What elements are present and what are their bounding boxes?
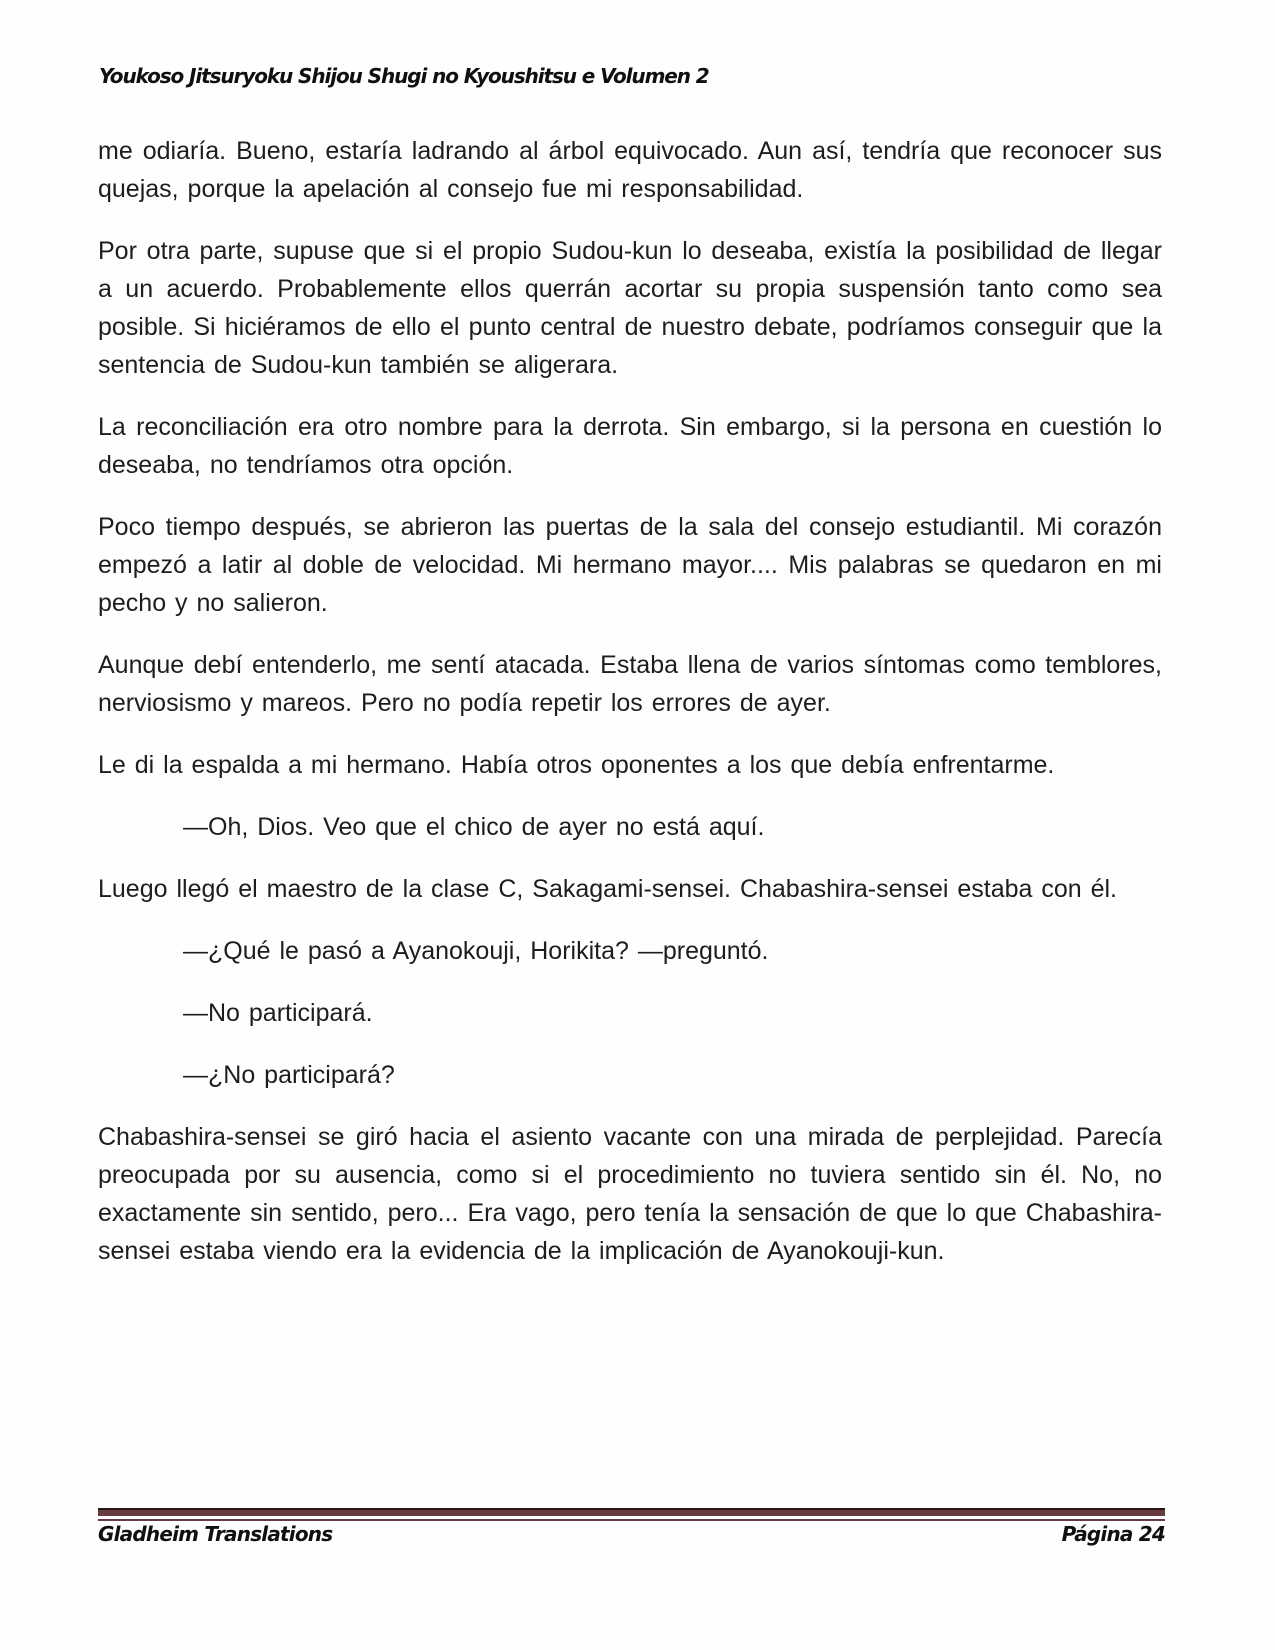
dialogue-paragraph: —¿Qué le pasó a Ayanokouji, Horikita? —preguntó. <box>183 937 769 965</box>
body-paragraph: Por otra parte, supuse que si el propio Sudou-kun lo deseaba, existía la posibilidad de llegar a un acuerdo. Probablemente ellos querrán acortar su propia suspensión tanto como sea posible. Si hiciéramos de ello el punto central de nuestro debate, podríamos conseguir que la sentencia de Sudou-kun también se aligerara. <box>98 237 1162 379</box>
footer-divider-thin-line <box>98 1519 1165 1521</box>
dialogue-paragraph: —No participará. <box>183 999 373 1027</box>
body-paragraph: Le di la espalda a mi hermano. Había otros oponentes a los que debía enfrentarme. <box>98 751 1055 779</box>
translator-credit: Gladheim Translations <box>98 1522 333 1546</box>
page-footer <box>98 1522 1165 1546</box>
footer-divider-thick-line <box>98 1508 1165 1516</box>
page-body <box>98 132 1162 1294</box>
body-paragraph: La reconciliación era otro nombre para la derrota. Sin embargo, si la persona en cuestión lo deseaba, no tendríamos otra opción. <box>98 413 1162 479</box>
body-paragraph: me odiaría. Bueno, estaría ladrando al árbol equivocado. Aun así, tendría que reconocer sus quejas, porque la apelación al consejo fue mi responsabilidad. <box>98 137 1162 203</box>
dialogue-paragraph: —Oh, Dios. Veo que el chico de ayer no está aquí. <box>183 813 765 841</box>
body-paragraph: Aunque debí entenderlo, me sentí atacada. Estaba llena de varios síntomas como temblores, nerviosismo y mareos. Pero no podía repetir los errores de ayer. <box>98 651 1162 717</box>
volume-title: Youkoso Jitsuryoku Shijou Shugi no Kyoushitsu e Volumen 2 <box>99 64 709 88</box>
dialogue-paragraph: —¿No participará? <box>183 1061 395 1089</box>
page-number: Página 24 <box>1061 1522 1165 1546</box>
page-header <box>99 64 1163 88</box>
body-paragraph: Luego llegó el maestro de la clase C, Sakagami-sensei. Chabashira-sensei estaba con él. <box>98 875 1118 903</box>
footer-divider <box>98 1508 1165 1521</box>
body-paragraph: Chabashira-sensei se giró hacia el asiento vacante con una mirada de perplejidad. Parecía preocupada por su ausencia, como si el procedimiento no tuviera sentido sin él. No, no exactamente sin sentido, pero... Era vago, pero tenía la sensación de que lo que Chabashira-sensei estaba viendo era la evidencia de la implicación de Ayanokouji-kun. <box>98 1123 1162 1265</box>
body-paragraph: Poco tiempo después, se abrieron las puertas de la sala del consejo estudiantil. Mi corazón empezó a latir al doble de velocidad. Mi hermano mayor.... Mis palabras se quedaron en mi pecho y no salieron. <box>98 513 1162 617</box>
